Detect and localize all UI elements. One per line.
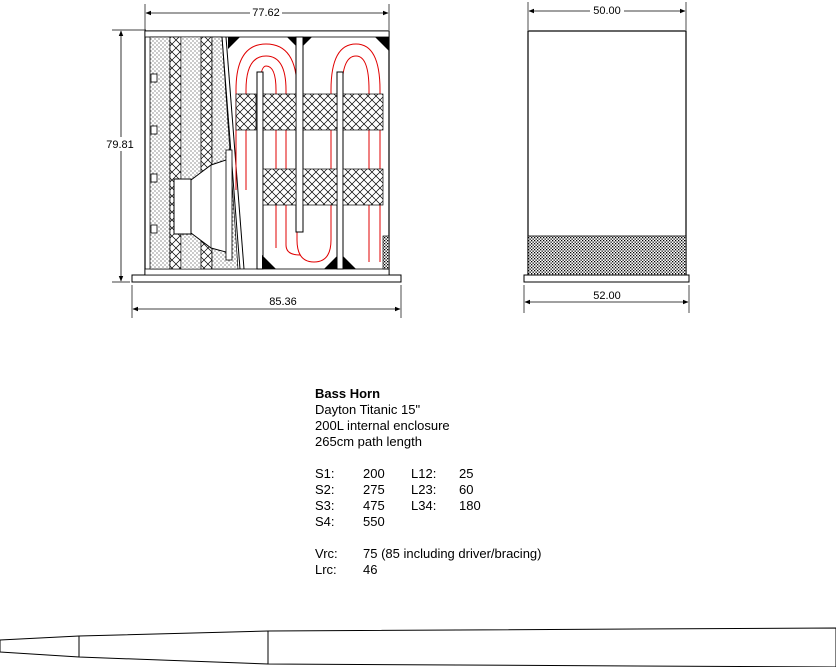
front-height-label: 79.81	[106, 139, 134, 151]
spec-value	[459, 514, 519, 530]
spec-value: 550	[363, 514, 385, 529]
dimension-front-width-top	[145, 4, 389, 30]
side-width-base-label: 52.00	[593, 290, 621, 302]
spec-key: S1:	[315, 466, 335, 481]
side-width-top-label: 50.00	[593, 5, 621, 17]
spec-key: L23:	[411, 482, 437, 497]
side-view	[524, 2, 689, 313]
dimension-side-width-top	[528, 2, 686, 30]
spec-value: 25	[459, 466, 474, 481]
dimension-front-width-base	[132, 285, 401, 318]
info-line: Dayton Titanic 15"	[315, 402, 421, 417]
extra-key: Vrc:	[315, 546, 338, 561]
spec-value: 180	[459, 498, 481, 513]
dimension-front-height	[103, 30, 146, 282]
mouth-strip	[383, 236, 389, 269]
info-title: Bass Horn	[315, 386, 381, 401]
front-width-top-label: 77.62	[252, 7, 280, 19]
spec-key: L34:	[411, 498, 437, 513]
front-width-base-label: 85.36	[269, 296, 297, 308]
spec-table	[315, 466, 623, 530]
spec-value: 200	[363, 466, 385, 481]
spec-value: 275	[363, 482, 385, 497]
extra-table	[315, 546, 623, 578]
spec-key: S3:	[315, 498, 335, 513]
spec-value: 475	[363, 498, 385, 513]
side-mouth	[528, 236, 686, 275]
spec-key: S4:	[315, 514, 335, 529]
extra-key: Lrc:	[315, 562, 337, 577]
spec-key	[411, 514, 459, 530]
info-line: 265cm path length	[315, 434, 422, 449]
info-block	[315, 386, 623, 578]
side-plinth	[524, 275, 689, 282]
dimension-side-width-base	[524, 285, 689, 313]
spec-value: 60	[459, 482, 474, 497]
front-baffle	[150, 37, 170, 269]
spec-key: L12:	[411, 466, 437, 481]
spec-key: S2:	[315, 482, 335, 497]
horn-profile	[0, 628, 836, 667]
front-plinth	[132, 275, 401, 282]
front-view	[103, 4, 401, 318]
info-line: 200L internal enclosure	[315, 418, 450, 433]
extra-value: 75 (85 including driver/bracing)	[363, 546, 542, 561]
extra-value: 46	[363, 562, 378, 577]
